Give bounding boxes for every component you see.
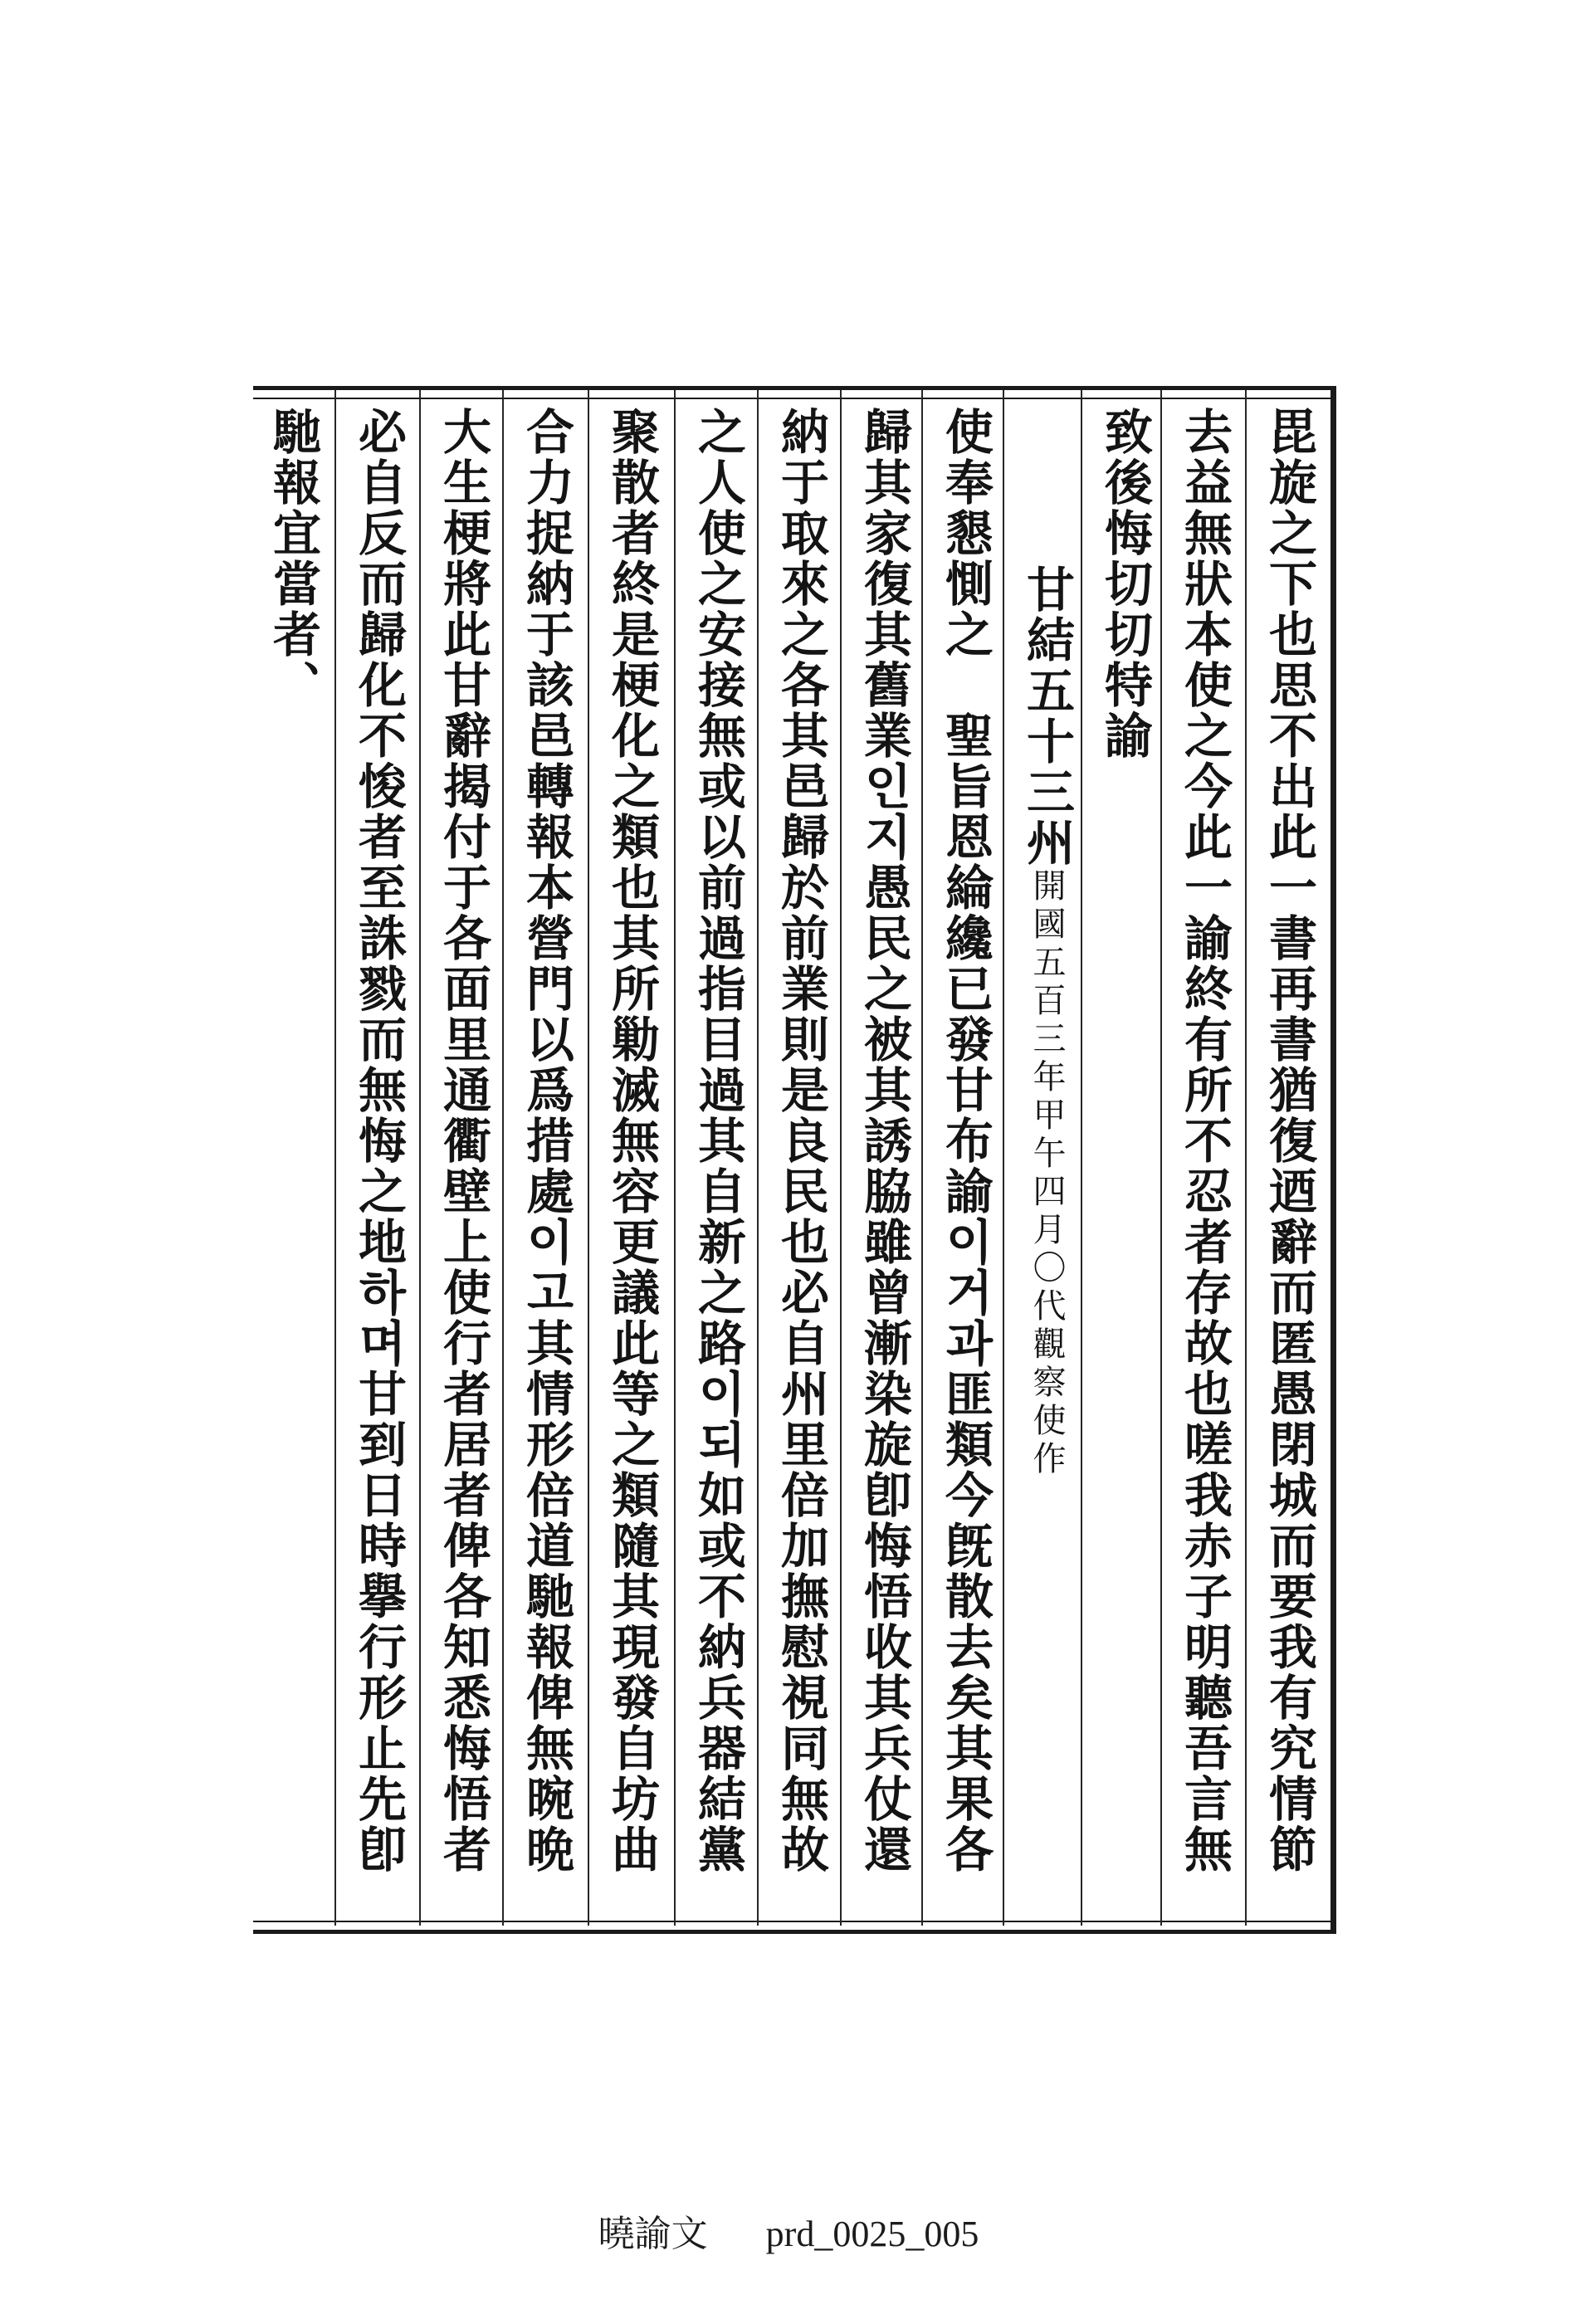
column-rule bbox=[334, 390, 336, 1926]
text-column-7: 納于取來之各其邑歸於前業則是良民也必自州里倍加撫慰視同無故 bbox=[773, 407, 829, 1875]
heading-main: 甘結五十三州 bbox=[1018, 564, 1075, 868]
text-column-6: 歸其家復其舊業인지愚民之被其誘脇雖曾漸染旋卽悔悟收其兵仗還 bbox=[856, 407, 912, 1875]
heading-column bbox=[1007, 564, 1086, 1479]
text-column-10: 合力捉納于該邑轉報本營門以爲措處이고其情形倍道馳報俾無晼晩 bbox=[518, 407, 574, 1875]
column-rule bbox=[588, 390, 589, 1926]
text-column-12: 必自反而歸化不悛者至誅戮而無悔之地하며甘到日時擧行形止先卽 bbox=[350, 407, 407, 1875]
caption-code: prd_0025_005 bbox=[765, 2214, 979, 2254]
page-caption bbox=[0, 2204, 1577, 2257]
heading-date: 開國五百三年甲午四月〇代觀察使作 bbox=[1028, 868, 1066, 1479]
text-column-13: 馳報宜當者、 bbox=[265, 407, 321, 710]
text-column-3: 致後悔切切特諭 bbox=[1096, 407, 1153, 761]
column-rule bbox=[1245, 390, 1247, 1926]
text-column-1: 毘旋之下也思不出此一書再書猶復迺辭而匿愚閉城而要我有究情節 bbox=[1261, 407, 1317, 1875]
text-column-2: 去益無狀本使之今此一諭終有所不忍者存故也嗟我赤子明聽吾言無 bbox=[1176, 407, 1233, 1875]
text-column-8: 之人使之安接無或以前過指目過其自新之路이되如或不納兵器結黨 bbox=[690, 407, 746, 1875]
text-column-9: 聚散者終是梗化之類也其所勦滅無容更議此等之類隨其現發自坊曲 bbox=[603, 407, 660, 1875]
column-rule bbox=[674, 390, 676, 1926]
column-rule bbox=[419, 390, 421, 1926]
text-column-11: 大生梗將此甘辭揭付于各面里通衢壁上使行者居者俾各知悉悔悟者 bbox=[435, 407, 491, 1875]
text-column-5: 使奉懇惻之 聖旨恩綸纔已發甘布諭이거과匪類今旣散去矣其果各 bbox=[937, 407, 994, 1875]
caption-title: 曉諭文 bbox=[598, 2214, 708, 2254]
